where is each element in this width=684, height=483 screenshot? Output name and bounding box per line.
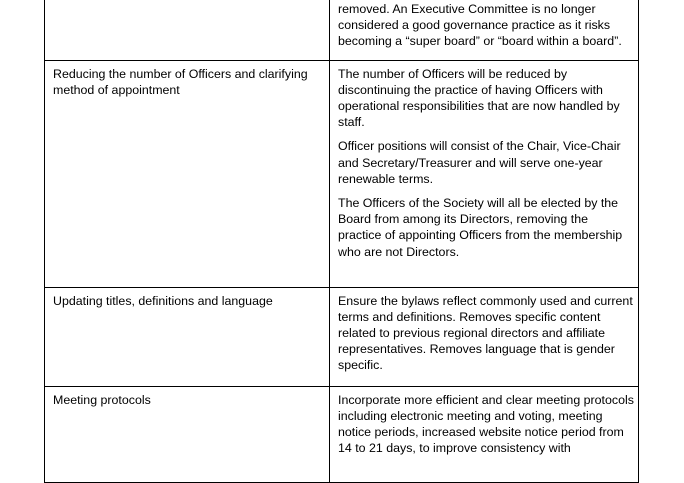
table-row (45, 386, 639, 482)
description-paragraph: Incorporate more efficient and clear meeting protocols including electronic meeting and voting, meeting notice periods, increased website notice period from 14 to 21 days, to improve consistency with (338, 392, 634, 456)
description-paragraph: The number of Officers will be reduced by discontinuing the practice of having Officers with operational responsibilities that are now handled by staff. (338, 66, 620, 130)
description-paragraph: The Officers of the Society will all be elected by the Board from among its Directors, removing the practice of appointing Officers from the membership who are not Directors. (338, 196, 623, 259)
description-paragraph: Ensure the bylaws reflect commonly used and current terms and definitions. Removes specific content related to previous regional directors and affiliate representatives. Removes language that is gender specific. (338, 293, 633, 373)
change-topic-cell (45, 0, 330, 60)
description-paragraph: removed. An Executive Committee is no longer considered a good governance practice as it risks becoming a “super board” or “board within a board”. (338, 2, 622, 49)
change-topic-cell: Reducing the number of Officers and clarifying method of appointment (45, 60, 330, 287)
change-description-cell (330, 386, 639, 482)
change-topic-cell: Updating titles, definitions and language (45, 287, 330, 386)
description-paragraph: Officer positions will consist of the Chair, Vice-Chair and Secretary/Treasurer and will serve one-year renewable terms. (338, 139, 621, 186)
change-description-cell (330, 60, 639, 287)
table-row (45, 60, 639, 287)
bylaw-changes-table (44, 0, 639, 483)
change-description-cell (330, 0, 639, 60)
change-topic-cell: Meeting protocols (45, 386, 330, 482)
table-row (45, 0, 639, 60)
bylaw-changes-table-container (44, 0, 638, 483)
change-description-cell (330, 287, 639, 386)
table-row (45, 287, 639, 386)
